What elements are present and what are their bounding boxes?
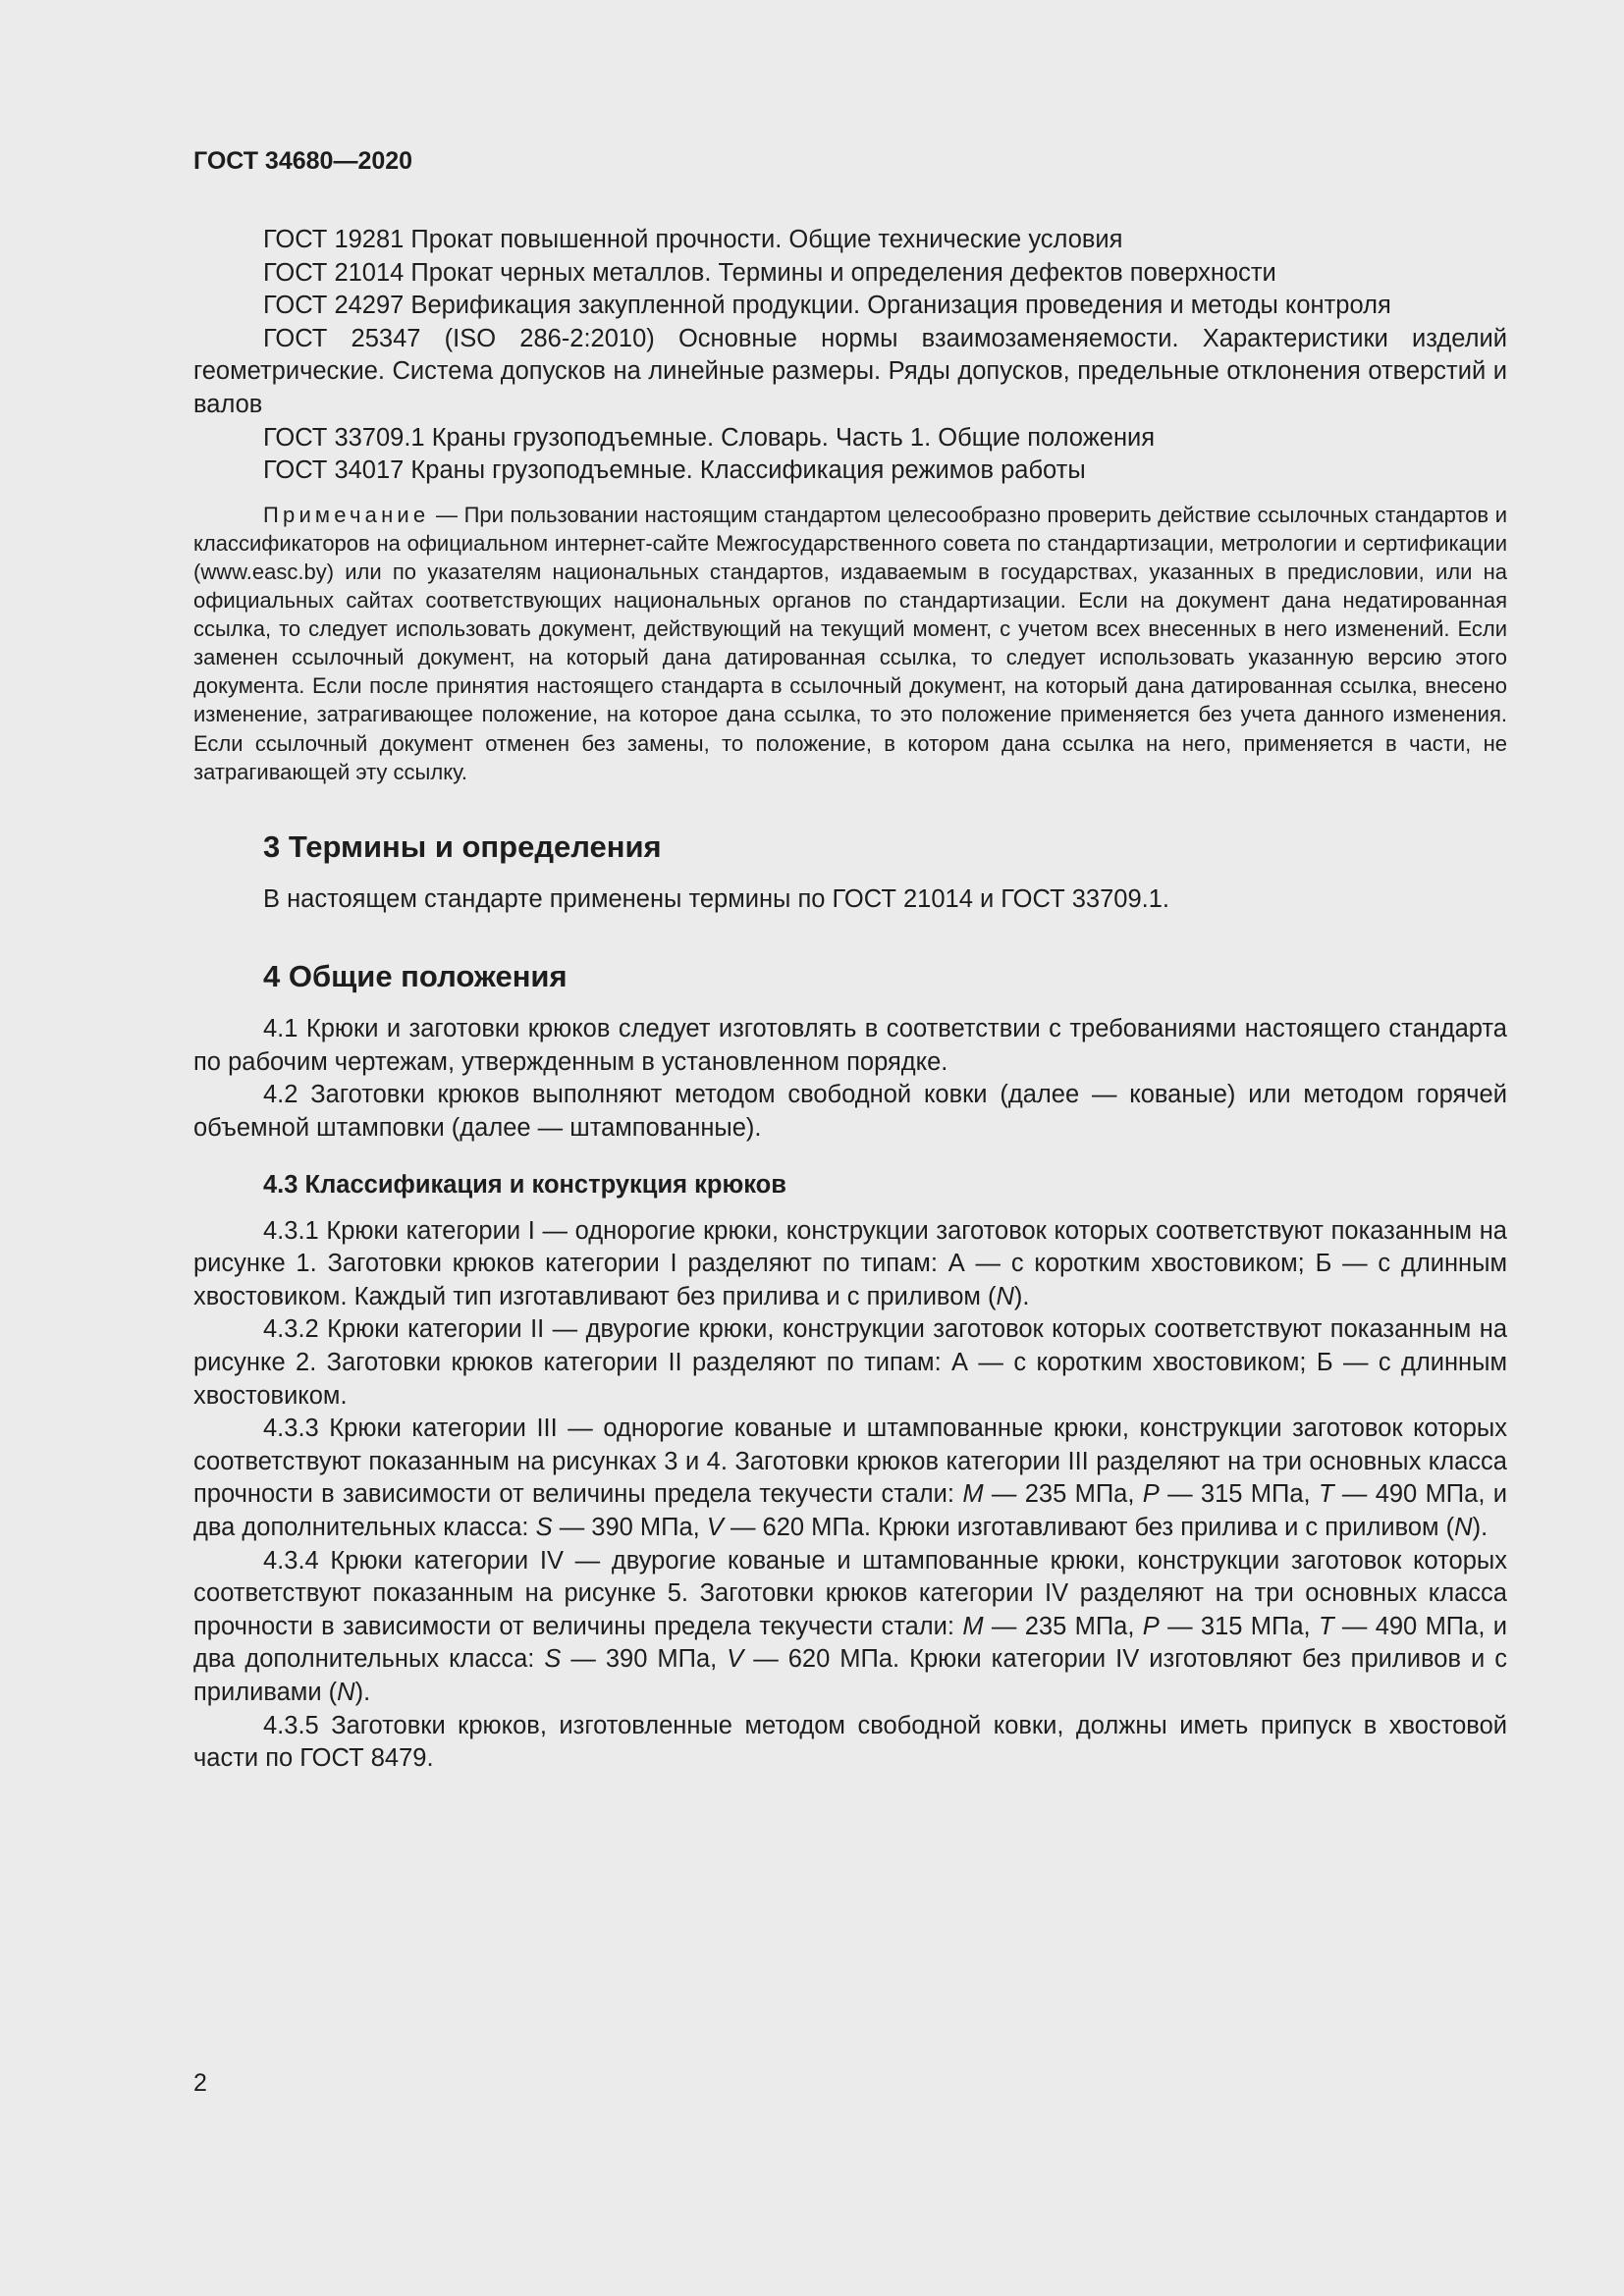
- subsection-4-3-title: 4.3 Классификация и конструкция крюков: [263, 1170, 786, 1199]
- ref-gost-21014: ГОСТ 21014 Прокат черных металлов. Термины и определения дефектов поверхности: [263, 258, 1276, 287]
- symbol-m: M: [962, 1480, 984, 1509]
- symbol-s: S: [535, 1514, 553, 1541]
- text-run: ).: [1013, 1282, 1030, 1310]
- paragraph-4-3-5: 4.3.5 Заготовки крюков, изготовленные методом свободной ковки, должны иметь припуск в хвостовой части по ГОСТ 8479.: [193, 1711, 1507, 1773]
- paragraph-4-3-3: [193, 1413, 1507, 1544]
- ref-gost-19281: ГОСТ 19281 Прокат повышенной прочности. Общие технические условия: [263, 226, 1123, 253]
- text-run: — 235 МПа,: [983, 1612, 1143, 1640]
- text-run: — 490 МПа, и два дополнительных класса:: [193, 1612, 1507, 1674]
- note-paragraph: [193, 501, 1507, 786]
- text-run: 4.3.4 Крюки категории IV — двурогие кованые и штампованные крюки, конструкции заготовок которых соответствуют показанным на рисунке 5. Заготовки крюков категории IV разделяют на три основных класса прочности в зависимости от величины предела текучести стали:: [193, 1546, 1507, 1640]
- text-run: — 620 МПа. Крюки изготавливают без прилива и с приливом (: [723, 1514, 1455, 1541]
- symbol-v: V: [727, 1645, 744, 1674]
- note-text: — При пользовании настоящим стандартом целесообразно проверить действие ссылочных стандартов и классификаторов на официальном интернет-сайте Межгосударственного совета по стандартизации, метрологии и сертификации (www.easc.by) или по указателям национальных стандартов, издаваемым в государствах, указанных в предисловии, или на официальных сайтах соответствующих национальных органов по стандартизации. Если на документ дана недатированная ссылка, то следует использовать документ, действующий на текущий момент, с учетом всех внесенных в него изменений. Если заменен ссылочный документ, на который дана датированная ссылка, то следует использовать указанную версию этого документа. Если после принятия настоящего стандарта в ссылочный документ, на который дана датированная ссылка, внесено изменение, затрагивающее положение, на которое дана ссылка, то это положение применяется без учета данного изменения. Если ссылочный документ отменен без замены, то положение, в котором дана ссылка на него, применяется в части, не затрагивающей эту ссылку.: [193, 502, 1507, 784]
- ref-gost-24297: ГОСТ 24297 Верификация закупленной продукции. Организация проведения и методы контроля: [263, 292, 1391, 320]
- text-run: — 620 МПа. Крюки категории IV изготовляют без приливов и с приливами (: [193, 1645, 1507, 1706]
- symbol-n: N: [1454, 1514, 1473, 1541]
- section-3-title: 3 Термины и определения: [263, 828, 662, 864]
- ref-gost-34017: ГОСТ 34017 Краны грузоподъемные. Классификация режимов работы: [263, 456, 1086, 485]
- ref-gost-25347: ГОСТ 25347 (ISO 286-2:2010) Основные нормы взаимозаменяемости. Характеристики изделий геометрические. Система допусков на линейные размеры. Ряды допусков, предельные отклонения отверстий и валов: [193, 324, 1507, 418]
- symbol-n: N: [337, 1678, 355, 1706]
- paragraph-4-1: 4.1 Крюки и заготовки крюков следует изготовлять в соответствии с требованиями настоящего стандарта по рабочим чертежам, утвержденным в установленном порядке.: [193, 1015, 1507, 1076]
- text-run: — 315 МПа,: [1159, 1612, 1319, 1640]
- text-run: — 315 МПа,: [1159, 1480, 1319, 1509]
- paragraph-4-2: 4.2 Заготовки крюков выполняют методом свободной ковки (далее — кованые) или методом горячей объемной штамповки (далее — штампованные).: [193, 1081, 1507, 1143]
- text-run: ).: [1472, 1514, 1489, 1541]
- text-run: ).: [354, 1678, 371, 1706]
- ref-gost-33709-1: ГОСТ 33709.1 Краны грузоподъемные. Словарь. Часть 1. Общие положения: [263, 423, 1156, 452]
- text-run: 4.3.1 Крюки категории I — однорогие крюки, конструкции заготовок которых соответствуют показанным на рисунке 1. Заготовки крюков категории I разделяют по типам: А — с коротким хвостовиком; Б — с длинным хвостовиком. Каждый тип изготавливают без прилива и с приливом (: [193, 1216, 1507, 1310]
- section-3-text: В настоящем стандарте применены термины по ГОСТ 21014 и ГОСТ 33709.1.: [263, 884, 1170, 913]
- section-4-title: 4 Общие положения: [263, 959, 568, 994]
- paragraph-4-3-2: 4.3.2 Крюки категории II — двурогие крюки, конструкции заготовок которых соответствуют показанным на рисунке 2. Заготовки крюков категории II разделяют по типам: А — с коротким хвостовиком; Б — с длинным хвостовиком.: [193, 1315, 1507, 1410]
- symbol-t: T: [1318, 1480, 1334, 1509]
- symbol-m: M: [962, 1612, 984, 1640]
- text-run: 4.3.3 Крюки категории III — однорогие кованые и штампованные крюки, конструкции заготовок которых соответствуют показанным на рисунках 3 и 4. Заготовки крюков категории III разделяют на три основных класса прочности в зависимости от величины предела текучести стали:: [193, 1415, 1507, 1509]
- symbol-v: V: [706, 1514, 724, 1541]
- text-run: — 390 МПа,: [552, 1514, 707, 1541]
- document-body: [193, 224, 1507, 1776]
- symbol-p: P: [1142, 1612, 1160, 1640]
- text-run: — 390 МПа,: [561, 1645, 728, 1674]
- symbol-s: S: [544, 1645, 562, 1674]
- paragraph-4-3-4: [193, 1545, 1507, 1710]
- document-header: ГОСТ 34680—2020: [193, 147, 413, 175]
- text-run: — 490 МПа, и два дополнительных класса:: [193, 1480, 1507, 1541]
- page-number: 2: [193, 2069, 207, 2097]
- paragraph-4-3-1: [193, 1215, 1507, 1314]
- symbol-t: T: [1318, 1612, 1334, 1640]
- note-label: Примечание: [263, 502, 430, 527]
- text-run: — 235 МПа,: [983, 1480, 1143, 1509]
- symbol-n: N: [996, 1282, 1014, 1310]
- symbol-p: P: [1142, 1480, 1160, 1509]
